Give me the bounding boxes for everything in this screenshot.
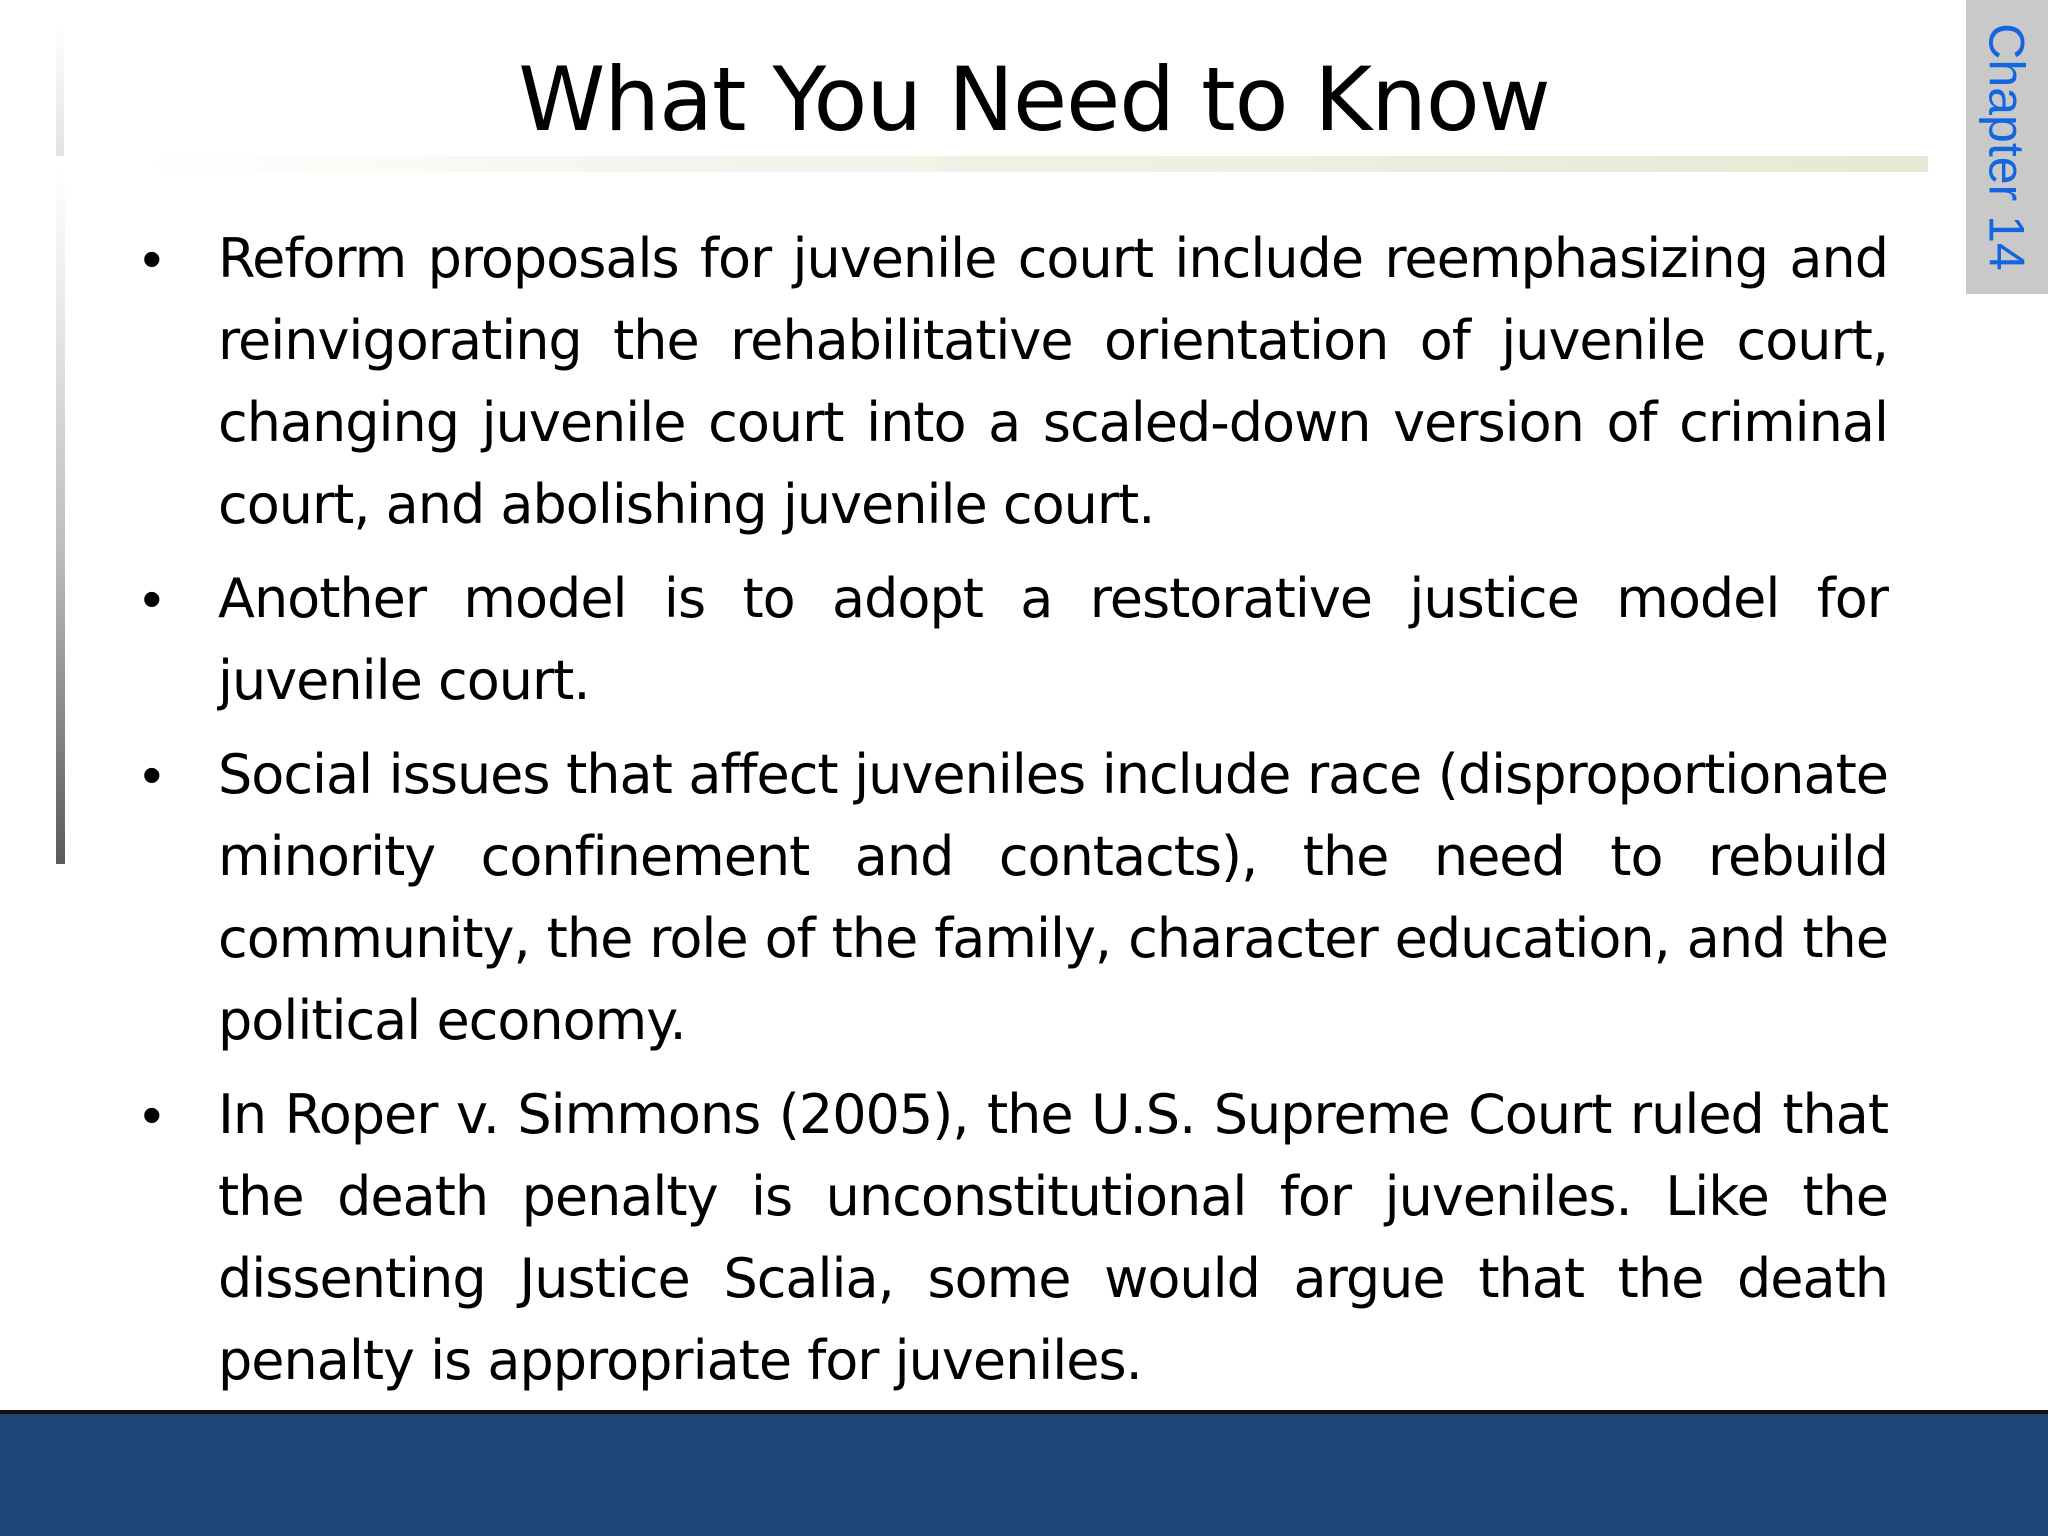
slide-title: What You Need to Know bbox=[518, 48, 1550, 151]
bullet-dot: • bbox=[142, 227, 161, 290]
bullet-item bbox=[140, 558, 1888, 722]
left-accent-bar bbox=[56, 172, 65, 864]
bullet-text: Reform proposals for juvenile court include reemphasizing and reinvigorating the rehabilitative orientation of juvenile court, changing juvenile court into a scaled-down version of criminal court, and abolishing juvenile court. bbox=[218, 227, 1888, 536]
chapter-tab-label-wrap bbox=[1966, 0, 2048, 294]
footer-band bbox=[0, 1414, 2048, 1536]
bullet-dot: • bbox=[142, 743, 161, 806]
bullet-dot: • bbox=[142, 1083, 161, 1146]
bullet-dot: • bbox=[142, 567, 161, 630]
left-accent-bar-top bbox=[56, 22, 64, 156]
chapter-tab-label: Chapter 14 bbox=[1979, 23, 2036, 271]
title-underline bbox=[140, 156, 1928, 172]
bullet-item bbox=[140, 218, 1888, 546]
bullet-text: Another model is to adopt a restorative justice model for juvenile court. bbox=[218, 567, 1888, 712]
bullet-item bbox=[140, 1074, 1888, 1402]
bullet-item bbox=[140, 734, 1888, 1062]
bullet-text: In Roper v. Simmons (2005), the U.S. Supreme Court ruled that the death penalty is unconstitutional for juveniles. Like the dissenting Justice Scalia, some would argue that the death penalty is appropriate for juveniles. bbox=[218, 1083, 1888, 1392]
bullet-list bbox=[140, 218, 1888, 1414]
bullet-text: Social issues that affect juveniles include race (disproportionate minority confinement and contacts), the need to rebuild community, the role of the family, character education, and the political economy. bbox=[218, 743, 1888, 1052]
